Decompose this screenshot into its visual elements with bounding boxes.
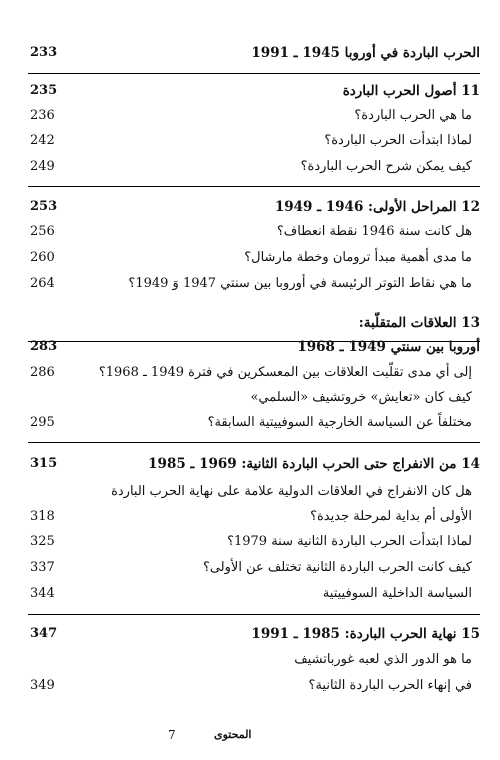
footer-label: المحتوى	[214, 728, 252, 741]
toc-chapter-title: 15 نهاية الحرب الباردة: 1985 ـ 1991	[251, 626, 480, 642]
toc-page-number: 286	[30, 365, 55, 380]
toc-section-title: لماذا ابتدأت الحرب الباردة؟	[324, 133, 472, 148]
toc-row	[0, 529, 500, 555]
toc-row	[0, 581, 500, 607]
toc-row	[0, 194, 500, 220]
toc-page-number: 349	[30, 678, 55, 693]
toc-page-number: 283	[30, 339, 58, 354]
toc-page-number: 344	[30, 586, 55, 601]
toc-part-title: الحرب الباردة في أوروبا 1945 ـ 1991	[251, 45, 480, 61]
toc-page-number: 264	[30, 276, 55, 291]
toc-section-title: ما هو الدور الذي لعبه غورباتشيف	[294, 652, 472, 667]
toc-page-number: 242	[30, 133, 55, 148]
toc-page-number: 337	[30, 560, 55, 575]
toc-page-number: 347	[30, 626, 58, 641]
toc-row	[0, 360, 500, 386]
footer-page-number: 7	[168, 728, 176, 742]
toc-chapter-title: 14 من الانفراج حتى الحرب الباردة الثانية: 1969 ـ 1985	[148, 456, 480, 472]
toc-page-number: 325	[30, 534, 55, 549]
toc-row	[0, 479, 500, 505]
toc-page-number: 235	[30, 83, 58, 98]
toc-row	[0, 555, 500, 581]
toc-chapter-title: 13 العلاقات المتقلّبة:	[358, 315, 480, 331]
toc-section-title: كيف كان «تعايش» خروتشيف «السلمي»	[250, 390, 472, 405]
toc-row	[0, 154, 500, 180]
toc-chapter-title: 12 المراحل الأولى: 1946 ـ 1949	[274, 199, 480, 215]
toc-row	[0, 647, 500, 673]
toc-section-title: السياسة الداخلية السوفييتية	[322, 586, 472, 601]
toc-row	[0, 78, 500, 104]
toc-row	[0, 410, 500, 436]
toc-row	[0, 673, 500, 699]
toc-row	[0, 385, 500, 411]
toc-page-number: 253	[30, 199, 58, 214]
toc-section-title: هل كانت سنة 1946 نقطة انعطاف؟	[276, 224, 472, 239]
divider	[28, 73, 480, 74]
toc-section-title: الأولى أم بداية لمرحلة جديدة؟	[310, 509, 472, 524]
toc-section-title: هل كان الانفراج في العلاقات الدولية علامة على نهاية الحرب الباردة	[111, 484, 472, 499]
toc-row	[0, 245, 500, 271]
toc-section-title: كيف يمكن شرح الحرب الباردة؟	[300, 159, 472, 174]
toc-row	[0, 310, 500, 336]
toc-row	[0, 504, 500, 530]
toc-page-number: 256	[30, 224, 55, 239]
toc-section-title: ما مدى أهمية مبدأ ترومان وخطة مارشال؟	[244, 250, 472, 265]
toc-row	[0, 271, 500, 297]
toc-chapter-subtitle: أوروبا بين سنتي 1949 ـ 1968	[297, 339, 480, 355]
toc-page-number: 233	[30, 45, 58, 60]
toc-row	[0, 219, 500, 245]
toc-page-number: 318	[30, 509, 55, 524]
toc-section-title: إلى أي مدى تقلّبت العلاقات بين المعسكرين في فترة 1949 ـ 1968؟	[98, 365, 472, 380]
toc-section-title: كيف كانت الحرب الباردة الثانية تختلف عن الأولى؟	[202, 560, 472, 575]
toc-section-title: ما هي الحرب الباردة؟	[354, 108, 472, 123]
toc-row	[0, 40, 500, 66]
toc-page-number: 236	[30, 108, 55, 123]
divider	[28, 442, 480, 443]
toc-page-number: 260	[30, 250, 55, 265]
toc-row	[0, 128, 500, 154]
divider	[28, 186, 480, 187]
toc-row	[0, 621, 500, 647]
page-footer	[0, 726, 500, 744]
toc-chapter-title: 11 أصول الحرب الباردة	[342, 83, 480, 99]
toc-section-title: ما هي نقاط التوتر الرئيسة في أوروبا بين سنتي 1947 وَ 1949؟	[128, 276, 472, 291]
divider	[28, 614, 480, 615]
toc-page-number: 315	[30, 456, 58, 471]
toc-section-title: في إنهاء الحرب الباردة الثانية؟	[308, 678, 472, 693]
toc-section-title: لماذا ابتدأت الحرب الباردة الثانية سنة 1979؟	[227, 534, 472, 549]
toc-page-number: 249	[30, 159, 55, 174]
toc-row	[0, 451, 500, 477]
toc-row	[0, 334, 500, 360]
toc-section-title: مختلفاً عن السياسة الخارجية السوفييتية السابقة؟	[207, 415, 472, 430]
toc-page-number: 295	[30, 415, 55, 430]
toc-row	[0, 103, 500, 129]
